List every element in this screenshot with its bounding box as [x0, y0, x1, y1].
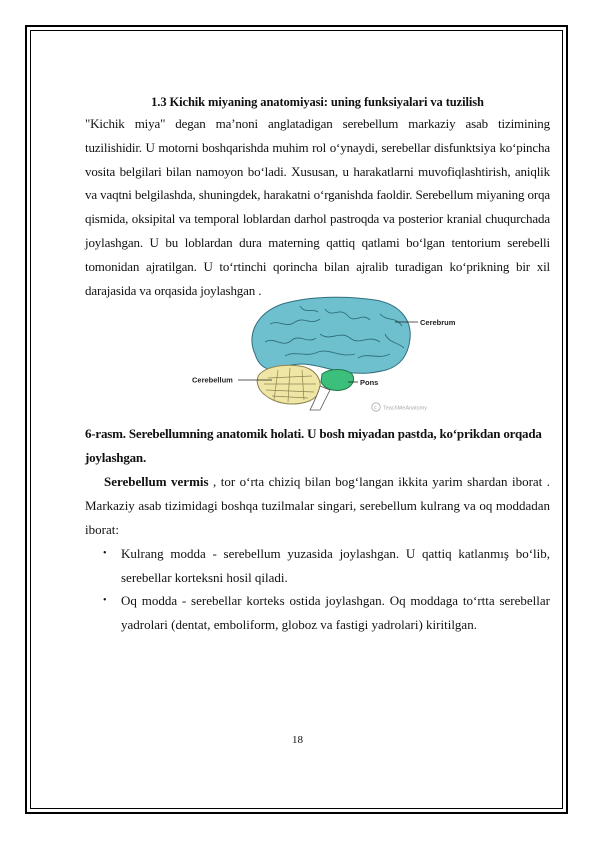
svg-text:c: c	[374, 405, 377, 412]
cerebrum-shape	[252, 298, 410, 374]
label-cerebrum: Cerebrum	[420, 318, 456, 328]
brain-diagram	[190, 294, 550, 412]
brain-figure	[85, 302, 550, 412]
label-cerebellum: Cerebellum	[192, 375, 233, 385]
bullet-list	[85, 542, 550, 637]
figure-caption: 6-rasm. Serebellumning anatomik holati. U bosh miyadan pastda, ko‘prikdan orqada joylashgan.	[85, 426, 542, 466]
page-number: 18	[292, 734, 303, 746]
section-heading: 1.3 Kichik miyaning anatomiyasi: uning funksiyalari va tuzilish	[151, 95, 484, 109]
pons-shape	[321, 370, 354, 391]
term-vermis: Serebellum vermis	[104, 474, 209, 490]
bullet-icon: •	[103, 595, 107, 607]
document-body	[85, 93, 550, 637]
list-item: • Kulrang modda - serebellum yuzasida joylashgan. U qattiq katlanmış bo‘lib, serebellar korteksni hosil qiladi.	[121, 542, 550, 590]
paragraph-intro: "Kichik miya" degan ma’noni anglatadigan serebellum markaziy asab tizimining tuzilishidir. U motorni boshqarishda muhim rol o‘ynaydi, serebellar disfunktsiya ko‘pincha vosita belgilari bilan namoyon bo‘ladi. Xususan, u harakatlarni muvofiqlashtirish, aniqlik va vaqtni belgilashda, shuningdek, harakatni o‘rganishda faoldir. Serebellum miyaning orqa qismida, oksipital va temporal loblardan darhol pastroqda va posterior kranial chuqurchada joylashgan. U bu loblardan dura materning qattiq qatlami bo‘lgan tentorium serebelli tomonidan ajratilgan. U to‘rtinchi qorincha bilan ajralib turadigan ko‘prikning bir xil darajasida va orqasida joylashgan .	[85, 116, 550, 298]
bullet-icon: •	[103, 547, 107, 559]
list-item: • Oq modda - serebellar korteks ostida joylashgan. Oq moddaga to‘rtta serebellar yadrolari (dentat, emboliform, globoz va fastigi yadrolari) kiritilgan.	[121, 589, 550, 637]
label-pons: Pons	[360, 378, 379, 388]
figure-watermark: TeachMeAnatomy	[383, 405, 428, 412]
paragraph-vermis-text: , tor o‘rta chiziq bilan bog‘langan ikkita yarim shardan iborat . Markaziy asab tizimidagi boshqa tuzilmalar singari, serebellum kulrang va oq moddadan iborat:	[85, 474, 550, 537]
paragraph-vermis	[85, 470, 550, 541]
